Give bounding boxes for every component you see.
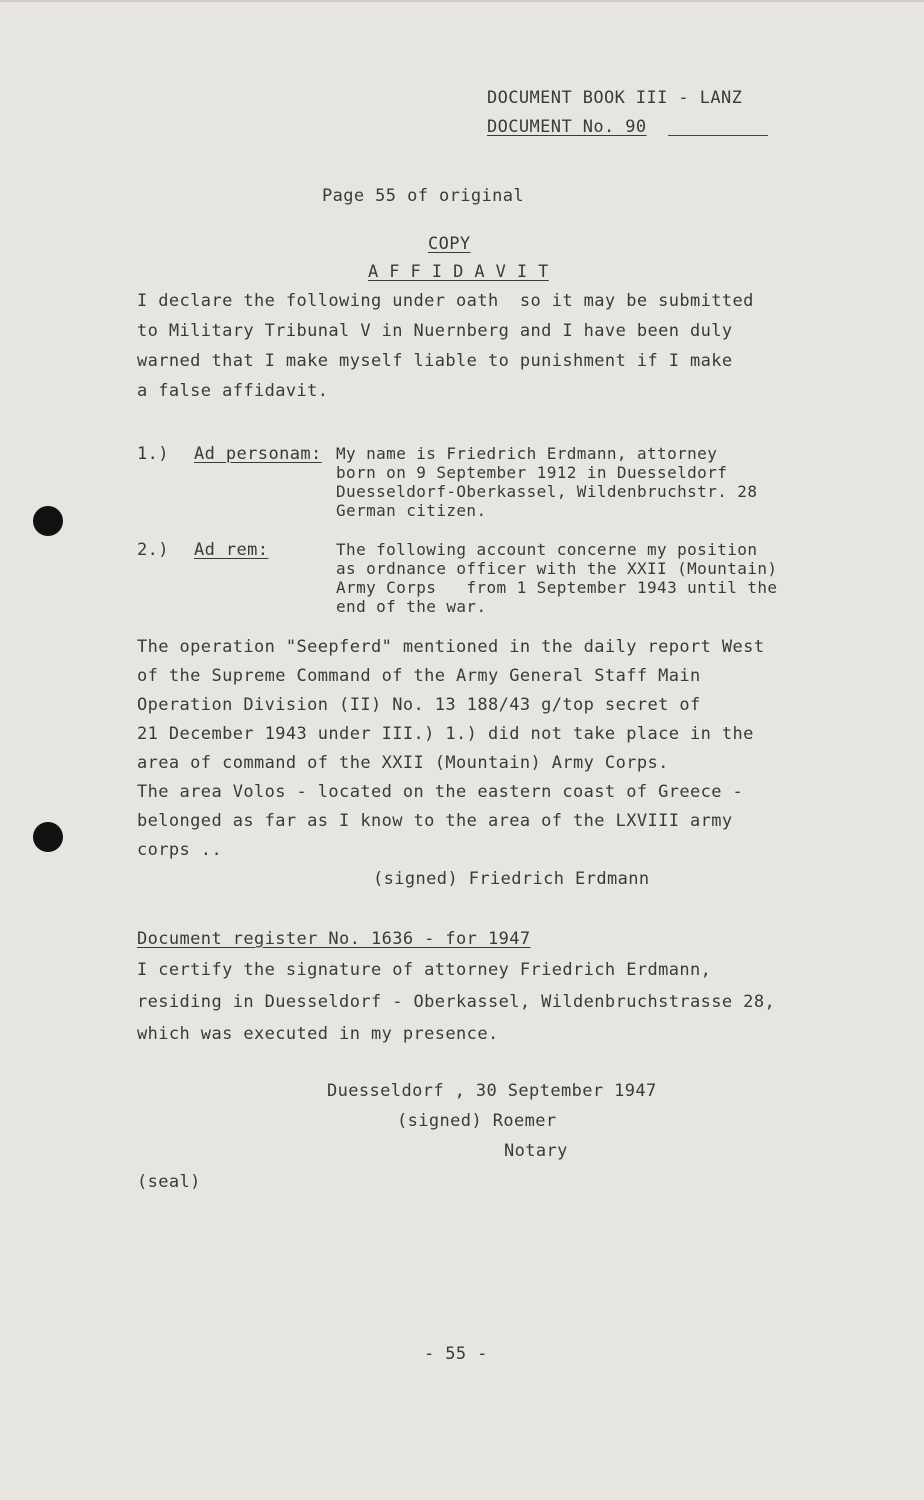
- document-number-underline: [668, 135, 768, 136]
- notary-place-date: Duesseldorf , 30 September 1947: [327, 1081, 657, 1101]
- item-number: 2.): [137, 540, 169, 560]
- punch-hole: [33, 822, 63, 852]
- body-line: 21 December 1943 under III.) 1.) did not take place in the: [137, 724, 754, 744]
- intro-line: to Military Tribunal V in Nuernberg and I have been duly: [137, 321, 733, 341]
- page-number: - 55 -: [424, 1344, 488, 1364]
- item-line: Duesseldorf-Oberkassel, Wildenbruchstr. 28: [336, 482, 758, 501]
- punch-hole: [33, 506, 63, 536]
- body-line: Operation Division (II) No. 13 188/43 g/top secret of: [137, 695, 701, 715]
- item-line: My name is Friedrich Erdmann, attorney: [336, 444, 718, 463]
- notary-title: Notary: [504, 1141, 568, 1161]
- page-reference: Page 55 of original: [322, 186, 525, 206]
- item-line: Army Corps from 1 September 1943 until the: [336, 578, 778, 597]
- intro-line: I declare the following under oath so it may be submitted: [137, 291, 754, 311]
- body-line: The operation "Seepferd" mentioned in the daily report West: [137, 637, 765, 657]
- body-line: of the Supreme Command of the Army General Staff Main: [137, 666, 701, 686]
- body-line: area of command of the XXII (Mountain) Army Corps.: [137, 753, 669, 773]
- item-line: born on 9 September 1912 in Duesseldorf: [336, 463, 728, 482]
- document-number: DOCUMENT No. 90: [487, 117, 647, 137]
- body-line: The area Volos - located on the eastern coast of Greece -: [137, 782, 744, 802]
- register-line: I certify the signature of attorney Friedrich Erdmann,: [137, 960, 712, 980]
- item-label: Ad personam:: [194, 444, 322, 464]
- document-book-header: DOCUMENT BOOK III - LANZ: [487, 88, 743, 108]
- register-line: which was executed in my presence.: [137, 1024, 499, 1044]
- page-top-edge: [0, 0, 924, 2]
- item-number: 1.): [137, 444, 169, 464]
- item-line: end of the war.: [336, 597, 487, 616]
- item-line: as ordnance officer with the XXII (Mountain): [336, 559, 778, 578]
- item-line: German citizen.: [336, 501, 487, 520]
- seal-label: (seal): [137, 1172, 201, 1192]
- affidavit-title: A F F I D A V I T: [368, 262, 549, 282]
- intro-line: a false affidavit.: [137, 381, 329, 401]
- notary-signature: (signed) Roemer: [397, 1111, 557, 1131]
- item-line: The following account concerne my position: [336, 540, 758, 559]
- affiant-signature: (signed) Friedrich Erdmann: [373, 869, 650, 889]
- item-label: Ad rem:: [194, 540, 269, 560]
- body-line: belonged as far as I know to the area of the LXVIII army: [137, 811, 733, 831]
- register-line: residing in Duesseldorf - Oberkassel, Wildenbruchstrasse 28,: [137, 992, 776, 1012]
- copy-label: COPY: [428, 234, 471, 254]
- body-line: corps ..: [137, 840, 223, 860]
- register-heading: Document register No. 1636 - for 1947: [137, 929, 531, 949]
- intro-line: warned that I make myself liable to punishment if I make: [137, 351, 733, 371]
